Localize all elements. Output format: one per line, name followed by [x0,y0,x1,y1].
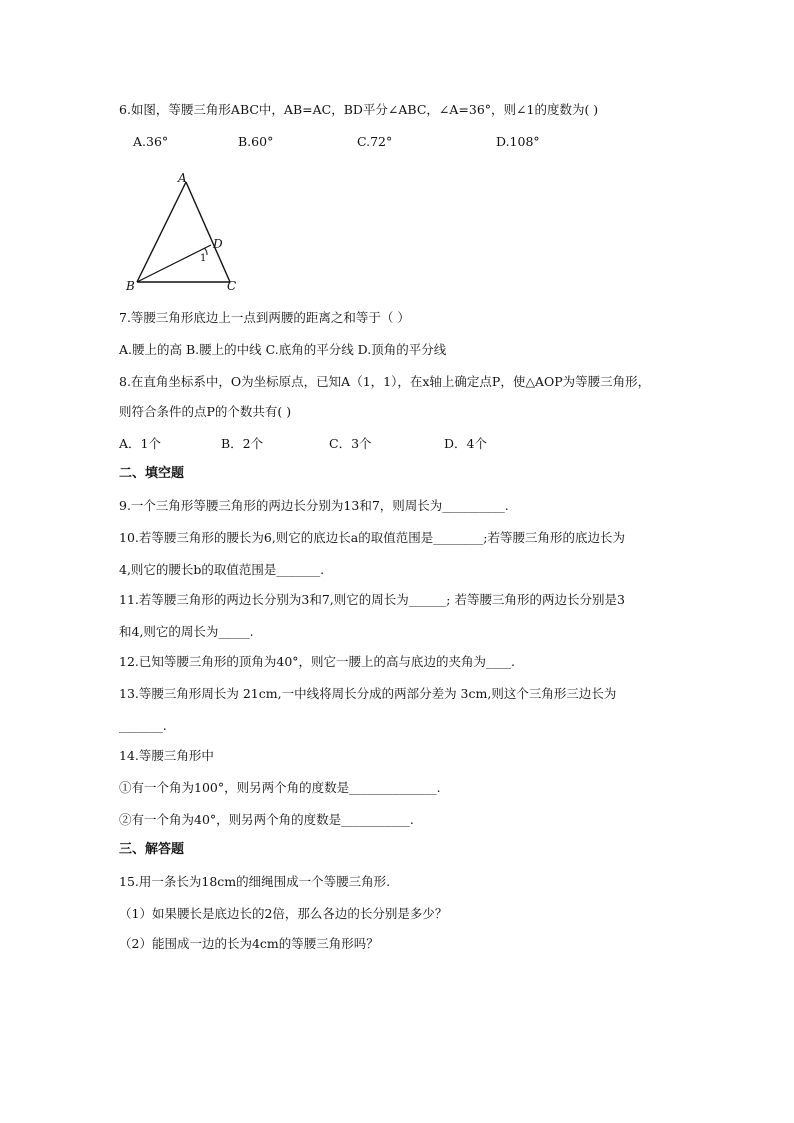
q15-sub1: （1）如果腰长是底边长的2倍，那么各边的长分别是多少？ [119,906,448,921]
q8-option-a: A．1个 [119,436,161,451]
q11-line2: 和4,则它的周长为_____. [119,624,254,639]
q11-line1: 11.若等腰三角形的两边长分别为3和7,则它的周长为______; 若等腰三角形的两边长分别是3 [119,592,625,607]
label-d: D [213,237,223,251]
q10-line2: 4,则它的腰长b的取值范围是_______. [119,562,325,577]
label-a: A [178,171,187,185]
q8-option-c: C．3个 [329,436,372,451]
q8-stem-line1: 8.在直角坐标系中，O为坐标原点，已知A（1，1），在x轴上确定点P，使△AOP为等腰三角形， [119,374,651,389]
q14-stem: 14.等腰三角形中 [119,748,214,763]
label-c: C [227,279,237,293]
q7-stem: 7.等腰三角形底边上一点到两腰的距离之和等于（ ） [119,310,410,325]
side-ab [137,182,186,282]
triangle-figure [120,168,250,294]
side-ac [186,182,230,282]
q15-sub2: （2）能围成一边的长为4cm的等腰三角形吗？ [119,936,379,951]
q15-stem: 15.用一条长为18cm的细绳围成一个等腰三角形. [119,874,391,889]
q13-line1: 13.等腰三角形周长为 21cm,一中线将周长分成的两部分差为 3cm,则这个三角形三边长为 [119,686,617,701]
q13-line2: _______. [119,718,167,733]
q6-option-b: B.60° [238,134,274,149]
q8-option-b: B．2个 [221,436,264,451]
q6-option-d: D.108° [496,134,540,149]
label-b: B [126,279,135,293]
q14-item1: ①有一个角为100°，则另两个角的度数是______________. [119,780,441,795]
q8-stem-line2: 则符合条件的点P的个数共有( ) [119,404,292,419]
q6-option-c: C.72° [357,134,393,149]
q10-line1: 10.若等腰三角形的腰长为6,则它的底边长a的取值范围是________;若等腰三角形的底边长为 [119,530,625,545]
section-fill-in-title: 二、填空题 [119,466,185,481]
label-1: 1 [200,253,207,264]
q12-text: 12.已知等腰三角形的顶角为40°，则它一腰上的高与底边的夹角为____. [119,654,516,669]
q8-option-d: D．4个 [444,436,487,451]
q9-text: 9.一个三角形等腰三角形的两边长分别为13和7，则周长为__________. [119,498,509,513]
q14-item2: ②有一个角为40°，则另两个角的度数是___________. [119,812,414,827]
q6-option-a: A.36° [133,134,169,149]
q7-options: A.腰上的高 B.腰上的中线 C.底角的平分线 D.顶角的平分线 [119,342,447,357]
q6-stem: 6.如图，等腰三角形ABC中，AB=AC，BD平分∠ABC，∠A=36°，则∠1的度数为( ) [119,102,599,117]
section-solve-title: 三、解答题 [119,842,185,857]
